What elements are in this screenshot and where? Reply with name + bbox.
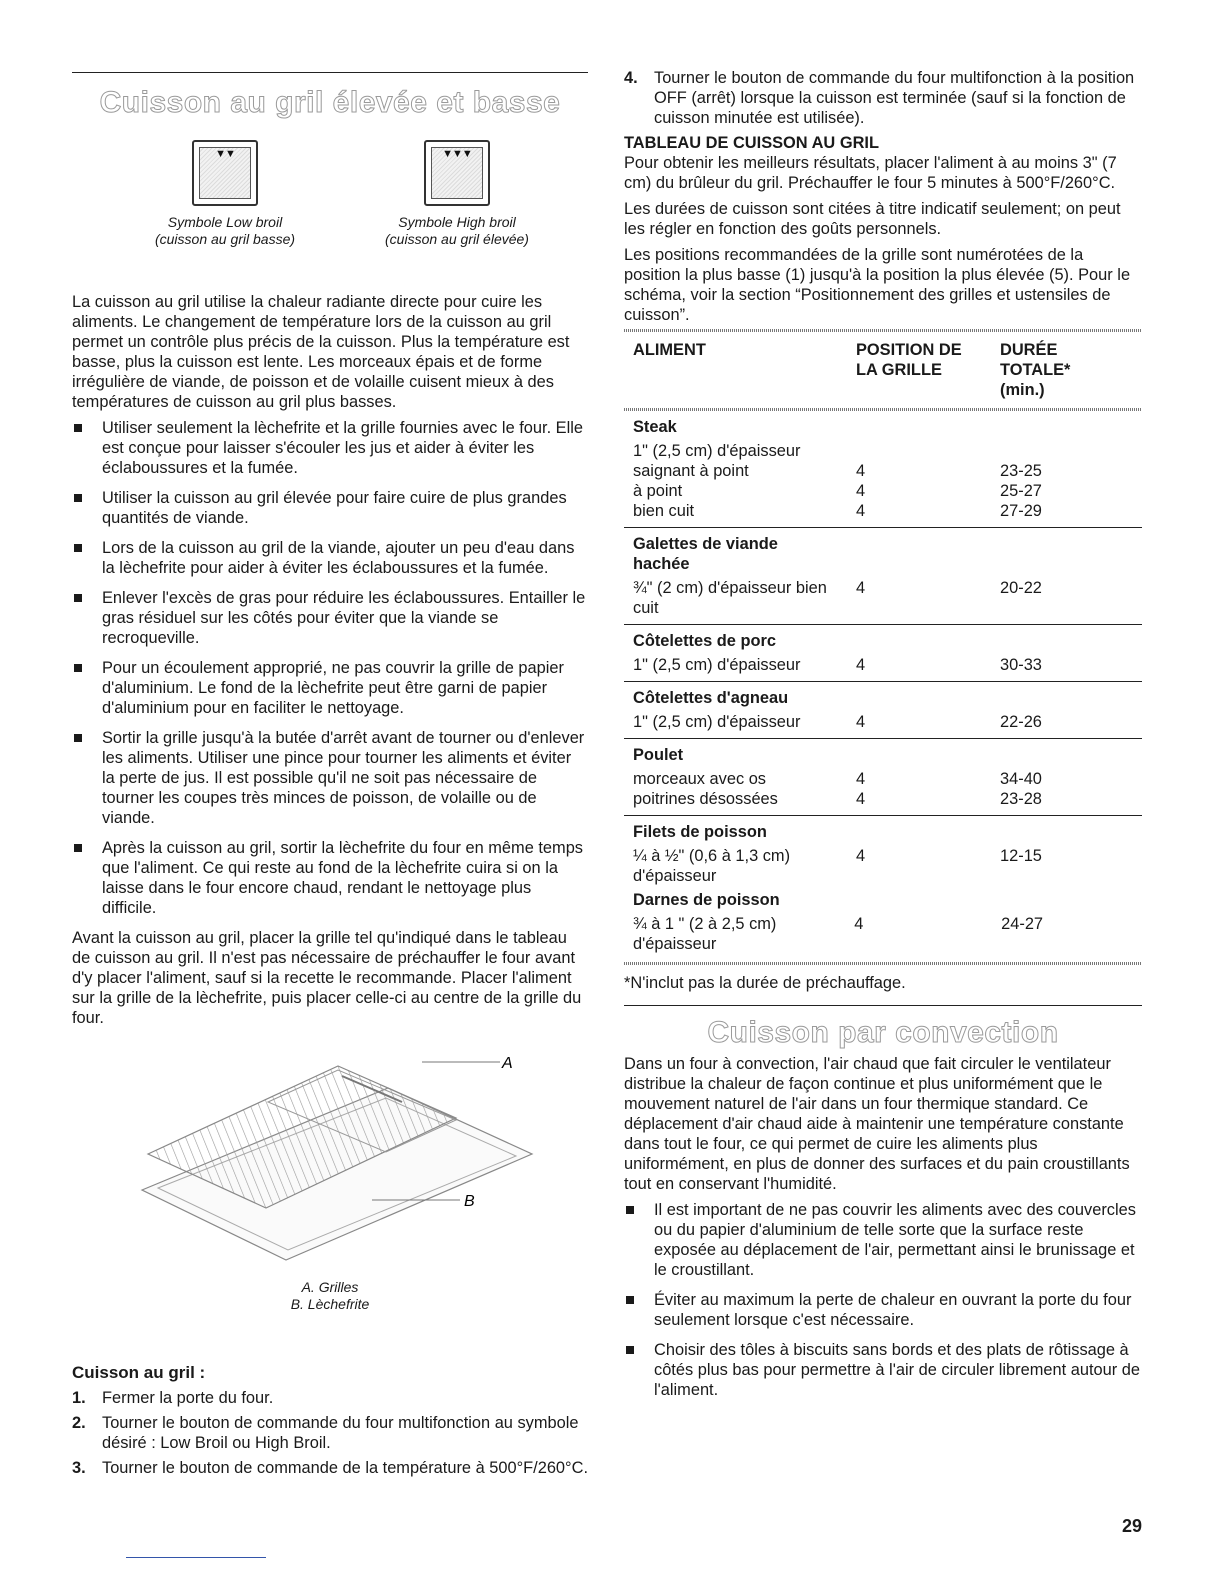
broil-steps-title: Cuisson au gril : xyxy=(72,1363,206,1382)
header-position: POSITION DE LA GRILLE xyxy=(856,341,962,379)
list-item: Éviter au maximum la perte de chaleur en ouvrant la porte du four seulement lorsque c'est nécessaire. xyxy=(624,1290,1142,1330)
table-group-steak: Steak 1" (2,5 cm) d'épaisseur saignant à point 4 23-25 à point 4 25-27 bien cuit 4 27-29 xyxy=(624,411,1142,528)
label-b: B xyxy=(464,1193,475,1210)
convection-tips-list xyxy=(624,1200,1142,1400)
table-group-chicken: Poulet morceaux avec os 4 34-40 poitrines désossées 4 23-28 xyxy=(624,739,1142,816)
right-column xyxy=(624,68,1142,1410)
label-a: A xyxy=(502,1055,513,1072)
table-row: morceaux avec os 4 34-40 xyxy=(633,770,1042,788)
table-footnote: *N'inclut pas la durée de préchauffage. xyxy=(624,974,906,992)
list-item: 2. Tourner le bouton de commande du four multifonction au symbole désiré : Low Broil ou High Broil. xyxy=(72,1414,579,1452)
list-item: 1. Fermer la porte du four. xyxy=(72,1389,274,1407)
low-broil-caption-2: (cuisson au gril basse) xyxy=(154,231,296,247)
broil-pan-illustration xyxy=(72,1028,588,1278)
header-duration: DURÉE TOTALE* (min.) xyxy=(1000,341,1071,399)
low-broil-symbol-block xyxy=(120,120,330,248)
figure-caption-b: B. Lèchefrite xyxy=(290,1296,370,1312)
table-row: 1" (2,5 cm) d'épaisseur 4 30-33 xyxy=(633,656,1042,674)
table-row: 1" (2,5 cm) d'épaisseur 4 22-26 xyxy=(633,713,1042,731)
table-para-3: Les positions recommandées de la grille sont numérotées de la position la plus basse (1) jusqu'à la position la plus élevée (5). Pour le schéma, voir la section “Positionnement des grilles et ustensiles de cuisson”. xyxy=(624,246,1131,324)
list-item: Après la cuisson au gril, sortir la lèchefrite du four en même temps que l'aliment. Ce qui reste au fond de la lèchefrite cuira si on la laisse dans le four encore chaud, rendant le nettoyage plus difficile. xyxy=(72,838,588,918)
list-item: Utiliser seulement la lèchefrite et la grille fournies avec le four. Elle est conçue pour laisser s'écouler les jus et aider à éviter les éclaboussures et la fumée. xyxy=(72,418,588,478)
table-header xyxy=(624,332,1142,408)
high-broil-icon: ▼▼▼ xyxy=(424,140,490,206)
broil-pan-figure xyxy=(72,1028,588,1348)
high-broil-symbol-block xyxy=(352,120,562,248)
table-row: à point 4 25-27 xyxy=(633,482,1042,500)
list-item: Lors de la cuisson au gril de la viande, ajouter un peu d'eau dans la lèchefrite pour aider à éviter les éclaboussures et la fumée. xyxy=(72,538,588,578)
table-row: ¾ à 1 " (2 à 2,5 cm) d'épaisseur 4 24-27 xyxy=(633,915,1044,953)
broil-section-heading: Cuisson au gril élevée et basse xyxy=(99,86,561,119)
table-hatch-bottom xyxy=(624,962,1142,965)
convection-section-heading: Cuisson par convection xyxy=(707,1016,1059,1049)
broil-intro: La cuisson au gril utilise la chaleur radiante directe pour cuire les aliments. Le changement de température lors de la cuisson au gril permet un contrôle plus précis de la cuisson. Plus la température est basse, plus la cuisson est lente. Les morceaux épais et de forme irrégulière de viande, de poisson et de volaille cuisent mieux à des températures de cuisson au gril plus basses. xyxy=(72,293,570,411)
list-item: Pour un écoulement approprié, ne pas couvrir la grille de papier d'aluminium. Le fond de la lèchefrite peut être garni de papier d'aluminium pour en faciliter le nettoyage. xyxy=(72,658,588,718)
table-group-lamb: Côtelettes d'agneau 1" (2,5 cm) d'épaisseur 4 22-26 xyxy=(624,682,1142,739)
high-broil-caption-1: Symbole High broil xyxy=(398,214,516,230)
convection-intro: Dans un four à convection, l'air chaud que fait circuler le ventilateur distribue la chaleur de façon continue et plus uniformément que le mouvement naturel de l'air dans un four thermique standard. Ce déplacement d'air chaud aide à maintenir une température constante dans tout le four, ce qui permet de cuire les aliments plus uniformément, en plus de donner des surfaces et du pain croustillants tout en conservant l'humidité. xyxy=(624,1055,1130,1193)
broil-tips-list xyxy=(72,418,588,918)
footer-line xyxy=(126,1557,266,1558)
table-row: ¼ à ½" (0,6 à 1,3 cm) d'épaisseur 4 12-15 xyxy=(633,847,1042,885)
table-para-1: Pour obtenir les meilleurs résultats, placer l'aliment à au moins 3" (7 cm) du brûleur du gril. Préchauffer le four 5 minutes à 500°F/260°C. xyxy=(624,154,1117,192)
table-row: saignant à point 4 23-25 xyxy=(633,462,1042,480)
figure-caption-a: A. Grilles xyxy=(301,1279,359,1295)
page-number: 29 xyxy=(1121,1516,1142,1536)
broil-table xyxy=(624,329,1142,965)
list-item: 4. Tourner le bouton de commande du four multifonction à la position OFF (arrêt) lorsque la cuisson est terminée (sauf si la fonction de cuisson minutée est utilisée). xyxy=(624,69,1135,127)
header-food: ALIMENT xyxy=(633,341,706,359)
before-broil-paragraph: Avant la cuisson au gril, placer la grille tel qu'indiqué dans le tableau de cuisson au gril. Il n'est pas nécessaire de préchauffer le four avant d'y placer l'aliment, sauf si la recette le recommande. Placer l'aliment sur la grille de la lèchefrite, puis placer celle-ci au centre de la grille du four. xyxy=(72,929,582,1027)
broil-steps-list xyxy=(72,1388,588,1478)
list-item: Utiliser la cuisson au gril élevée pour faire cuire de plus grandes quantités de viande. xyxy=(72,488,588,528)
table-row: poitrines désossées 4 23-28 xyxy=(633,790,1042,808)
list-item: Choisir des tôles à biscuits sans bords et des plats de rôtissage à côtés plus bas pour permettre à l'air de circuler librement autour de l'aliment. xyxy=(624,1340,1142,1400)
section-divider xyxy=(624,1005,1142,1006)
table-row: ¾" (2 cm) d'épaisseur bien cuit 4 20-22 xyxy=(633,579,1042,617)
table-group-fish-steaks: Darnes de poisson ¾ à 1 " (2 à 2,5 cm) d'épaisseur 4 24-27 xyxy=(624,888,1142,962)
list-item: Enlever l'excès de gras pour réduire les éclaboussures. Entailler le gras résiduel sur les côtés pour éviter que la viande se recroqueville. xyxy=(72,588,588,648)
table-row: 1" (2,5 cm) d'épaisseur xyxy=(633,442,801,460)
left-column xyxy=(72,60,588,1483)
broil-steps-list-continued xyxy=(624,68,1142,128)
list-item: Sortir la grille jusqu'à la butée d'arrêt avant de tourner ou d'enlever les aliments. Utiliser une pince pour tourner les aliments et éviter la perte de jus. Il est possible qu'il ne soit pas nécessaire de tourner les coupes très minces de poisson, de volaille ou de viande. xyxy=(72,728,588,828)
table-row: bien cuit 4 27-29 xyxy=(633,502,1042,520)
table-group-patties: Galettes de viande hachée ¾" (2 cm) d'épaisseur bien cuit 4 20-22 xyxy=(624,528,1142,625)
broil-table-title: TABLEAU DE CUISSON AU GRIL xyxy=(624,134,879,152)
table-group-fish-fillets: Filets de poisson ¼ à ½" (0,6 à 1,3 cm) d'épaisseur 4 12-15 xyxy=(624,816,1142,888)
list-item: 3. Tourner le bouton de commande de la température à 500°F/260°C. xyxy=(72,1459,588,1477)
high-broil-caption-2: (cuisson au gril élevée) xyxy=(385,231,529,247)
broil-symbols xyxy=(72,120,588,292)
table-group-pork: Côtelettes de porc 1" (2,5 cm) d'épaisseur 4 30-33 xyxy=(624,625,1142,682)
low-broil-icon: ▼▼ xyxy=(192,140,258,206)
list-item: Il est important de ne pas couvrir les aliments avec des couvercles ou du papier d'aluminium de telle sorte que la surface reste exposée au déplacement de l'air, permettant ainsi le brunissage et le croustillant. xyxy=(624,1200,1142,1280)
table-para-2: Les durées de cuisson sont citées à titre indicatif seulement; on peut les régler en fonction des goûts personnels. xyxy=(624,200,1121,238)
low-broil-caption-1: Symbole Low broil xyxy=(167,214,283,230)
